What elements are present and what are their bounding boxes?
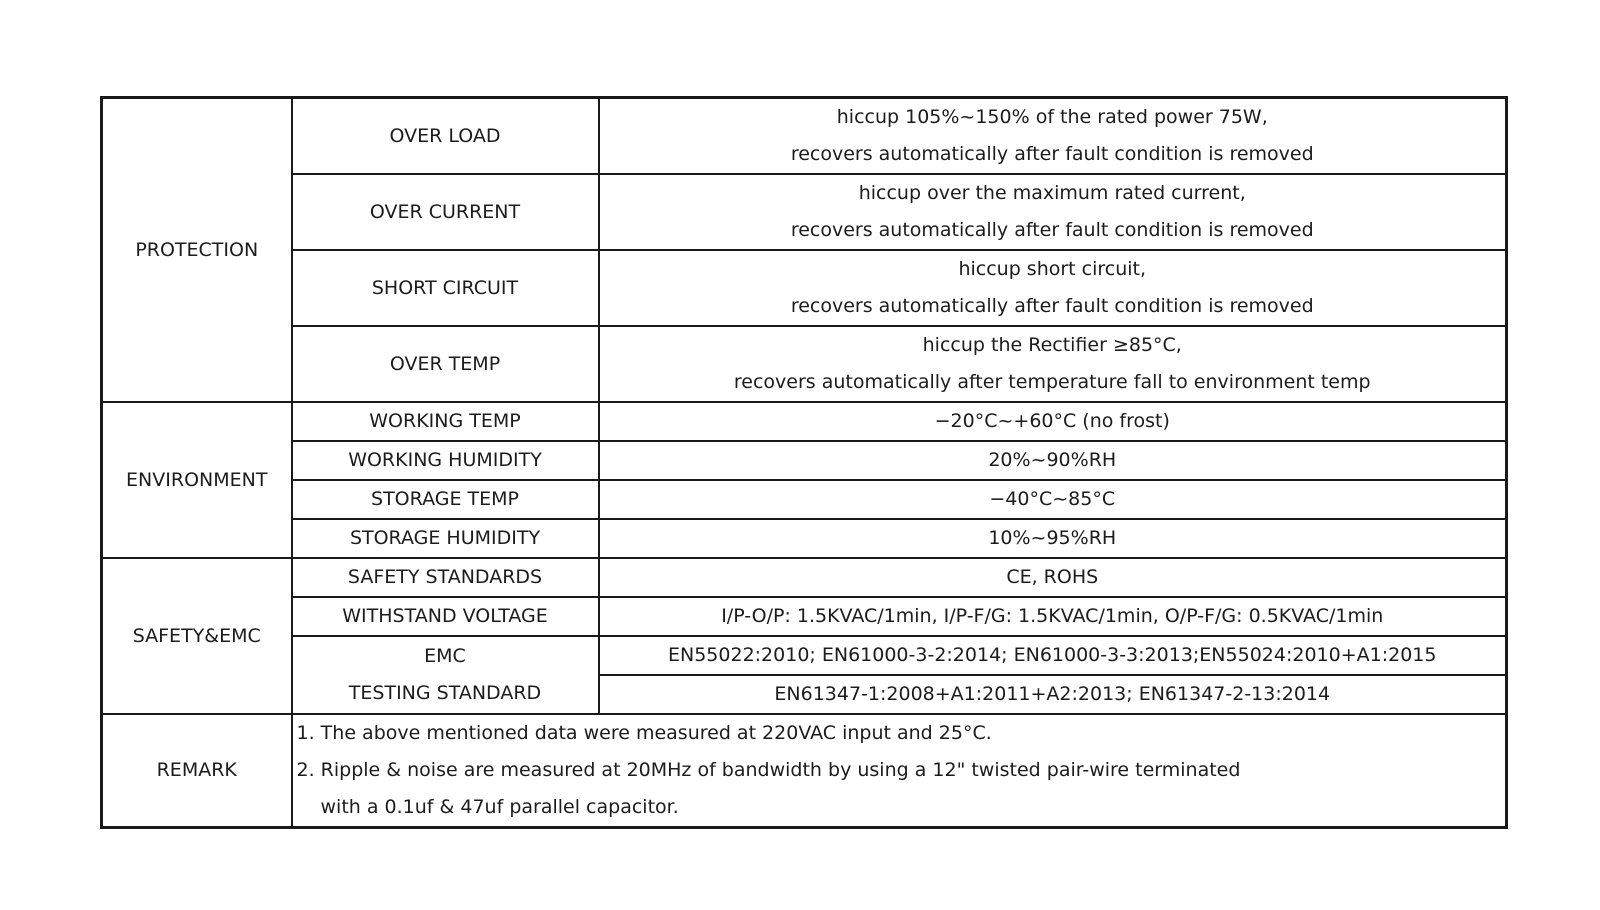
value-safety-standards: CE, ROHS bbox=[599, 558, 1507, 597]
value-storage-temp: −40°C~85°C bbox=[599, 480, 1507, 519]
item-working-temp: WORKING TEMP bbox=[292, 402, 599, 441]
table-row bbox=[102, 597, 1507, 636]
value-working-humidity: 20%~90%RH bbox=[599, 441, 1507, 480]
item-over-load: OVER LOAD bbox=[292, 98, 599, 175]
table-row bbox=[102, 326, 1507, 402]
table-row bbox=[102, 519, 1507, 558]
table-row bbox=[102, 558, 1507, 597]
value-line: hiccup over the maximum rated current, bbox=[858, 182, 1246, 204]
value-withstand-voltage: I/P-O/P: 1.5KVAC/1min, I/P-F/G: 1.5KVAC/1min, O/P-F/G: 0.5KVAC/1min bbox=[599, 597, 1507, 636]
item-storage-humidity: STORAGE HUMIDITY bbox=[292, 519, 599, 558]
remark-line: 1. The above mentioned data were measured at 220VAC input and 25°C. bbox=[296, 722, 992, 744]
table-row bbox=[102, 250, 1507, 326]
value-working-temp: −20°C~+60°C (no frost) bbox=[599, 402, 1507, 441]
value-line: recovers automatically after fault condition is removed bbox=[790, 219, 1314, 241]
value-over-temp bbox=[599, 326, 1507, 402]
value-line: recovers automatically after fault condition is removed bbox=[790, 295, 1314, 317]
table-row bbox=[102, 480, 1507, 519]
category-remark: REMARK bbox=[102, 714, 292, 828]
item-emc-testing-standard bbox=[292, 636, 599, 714]
value-over-current bbox=[599, 174, 1507, 250]
item-line: TESTING STANDARD bbox=[348, 682, 542, 704]
table-row bbox=[102, 714, 1507, 828]
value-short-circuit bbox=[599, 250, 1507, 326]
value-line: hiccup short circuit, bbox=[958, 258, 1147, 280]
table-row bbox=[102, 441, 1507, 480]
remark-line: with a 0.1uf & 47uf parallel capacitor. bbox=[320, 796, 679, 818]
category-safety-emc: SAFETY&EMC bbox=[102, 558, 292, 714]
value-line: recovers automatically after temperature fall to environment temp bbox=[733, 371, 1371, 393]
item-line: EMC bbox=[424, 645, 466, 667]
category-environment: ENVIRONMENT bbox=[102, 402, 292, 558]
spec-table bbox=[100, 96, 1508, 829]
value-line: hiccup 105%~150% of the rated power 75W, bbox=[836, 106, 1268, 128]
item-safety-standards: SAFETY STANDARDS bbox=[292, 558, 599, 597]
remark-line: 2. Ripple & noise are measured at 20MHz of bandwidth by using a 12" twisted pair-wire terminated bbox=[296, 759, 1241, 781]
value-emc-line-2: EN61347-1:2008+A1:2011+A2:2013; EN61347-2-13:2014 bbox=[599, 675, 1507, 714]
value-storage-humidity: 10%~95%RH bbox=[599, 519, 1507, 558]
item-over-current: OVER CURRENT bbox=[292, 174, 599, 250]
table-row bbox=[102, 174, 1507, 250]
table-row bbox=[102, 636, 1507, 675]
value-line: hiccup the Rectifier ≥85°C, bbox=[922, 334, 1182, 356]
item-over-temp: OVER TEMP bbox=[292, 326, 599, 402]
value-line: recovers automatically after fault condition is removed bbox=[790, 143, 1314, 165]
category-protection: PROTECTION bbox=[102, 98, 292, 403]
remark-text bbox=[292, 714, 1507, 828]
table-row bbox=[102, 402, 1507, 441]
item-storage-temp: STORAGE TEMP bbox=[292, 480, 599, 519]
value-emc-line-1: EN55022:2010; EN61000-3-2:2014; EN61000-3-3:2013;EN55024:2010+A1:2015 bbox=[599, 636, 1507, 675]
item-withstand-voltage: WITHSTAND VOLTAGE bbox=[292, 597, 599, 636]
item-working-humidity: WORKING HUMIDITY bbox=[292, 441, 599, 480]
table-row bbox=[102, 98, 1507, 175]
value-over-load bbox=[599, 98, 1507, 175]
item-short-circuit: SHORT CIRCUIT bbox=[292, 250, 599, 326]
